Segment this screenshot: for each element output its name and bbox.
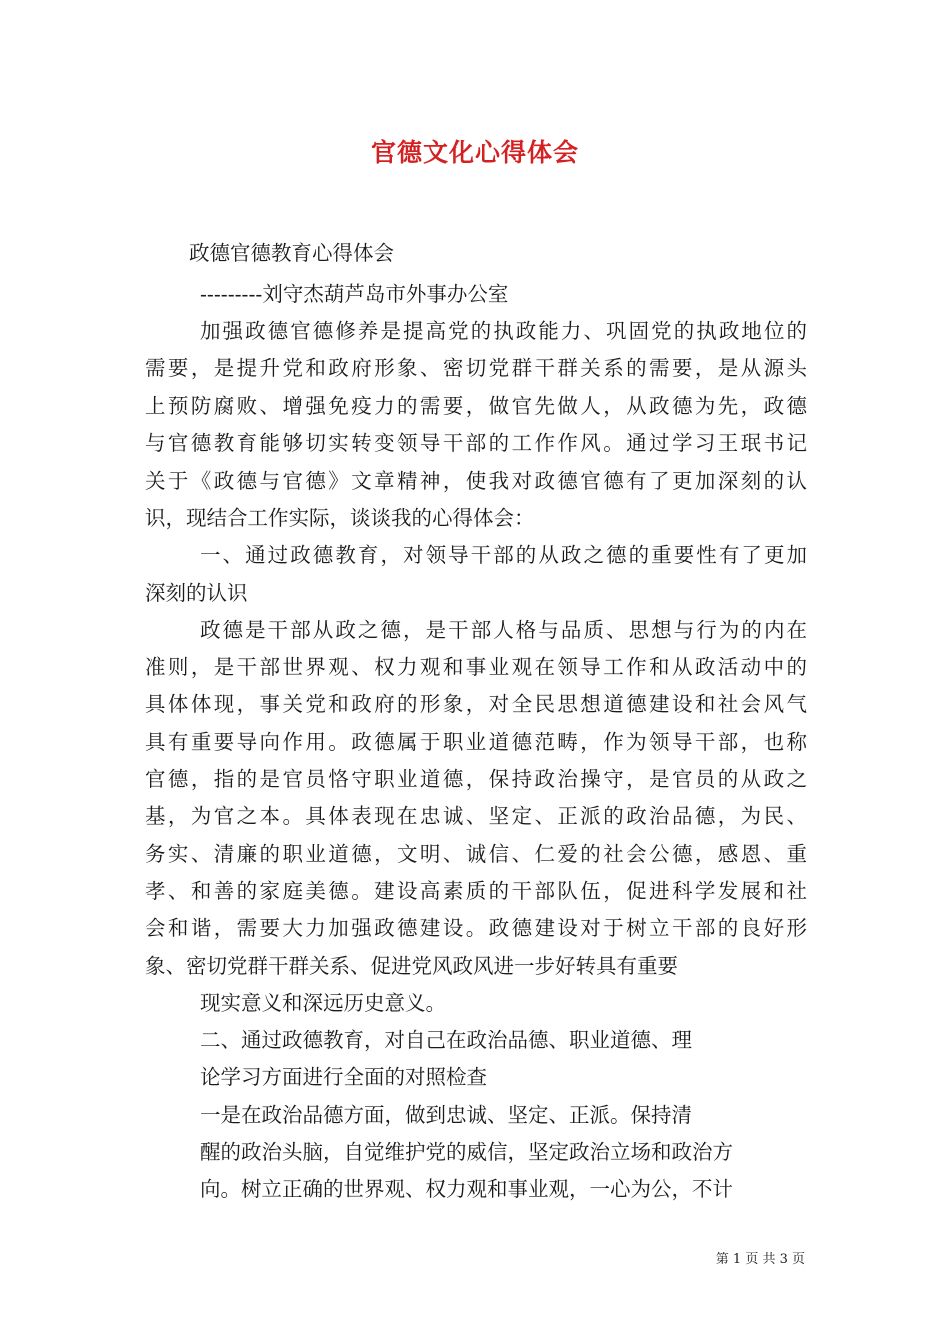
paragraph-line: 准则，是干部世界观、权力观和事业观在领导工作和从政活动中的 [145,655,807,679]
paragraph-line: 官德，指的是官员恪守职业道德，保持政治操守，是官员的从政之 [145,767,807,791]
section-heading: 一、通过政德教育，对领导干部的从政之德的重要性有了更加 [200,543,807,567]
author-line: ---------刘守杰葫芦岛市外事办公室 [200,282,509,306]
paragraph-line: 醒的政治头脑，自觉维护党的威信，坚定政治立场和政治方 [200,1140,733,1164]
paragraph-line: 象、密切党群干群关系、促进党风政风进一步好转具有重要 [145,954,678,978]
paragraph-line: 上预防腐败、增强免疫力的需要，做官先做人，从政德为先，政德 [145,394,807,418]
page-footer: 第 1 页 共 3 页 [715,1252,805,1267]
paragraph-line: 基，为官之本。具体表现在忠诚、坚定、正派的政治品德，为民、 [145,804,807,828]
subtitle: 政德官德教育心得体会 [189,241,394,265]
paragraph-line: 孝、和善的家庭美德。建设高素质的干部队伍，促进科学发展和社 [145,879,807,903]
paragraph-line: 一是在政治品德方面，做到忠诚、坚定、正派。保持清 [200,1103,692,1127]
section-heading: 深刻的认识 [145,581,248,605]
paragraph-line: 具有重要导向作用。政德属于职业道德范畴，作为领导干部，也称 [145,730,807,754]
section-heading: 二、通过政德教育，对自己在政治品德、职业道德、理 [200,1028,692,1052]
document-title: 官德文化心得体会 [370,138,579,167]
section-heading: 论学习方面进行全面的对照检查 [200,1065,487,1089]
paragraph-line: 政德是干部从政之德，是干部人格与品质、思想与行为的内在 [200,618,807,642]
paragraph-line: 加强政德官德修养是提高党的执政能力、巩固党的执政地位的 [200,319,807,343]
paragraph-line: 现实意义和深远历史意义。 [200,991,446,1015]
paragraph-line: 向。树立正确的世界观、权力观和事业观，一心为公，不计 [200,1177,733,1201]
paragraph-line: 需要，是提升党和政府形象、密切党群干群关系的需要，是从源头 [145,356,807,380]
paragraph-line: 关于《政德与官德》文章精神，使我对政德官德有了更加深刻的认 [145,469,807,493]
paragraph-line: 会和谐，需要大力加强政德建设。政德建设对于树立干部的良好形 [145,916,807,940]
paragraph-line: 识，现结合工作实际，谈谈我的心得体会： [145,506,535,530]
paragraph-line: 务实、清廉的职业道德，文明、诚信、仁爱的社会公德，感恩、重 [145,842,807,866]
paragraph-line: 与官德教育能够切实转变领导干部的工作作风。通过学习王珉书记 [145,431,807,455]
paragraph-line: 具体体现，事关党和政府的形象，对全民思想道德建设和社会风气 [145,692,807,716]
